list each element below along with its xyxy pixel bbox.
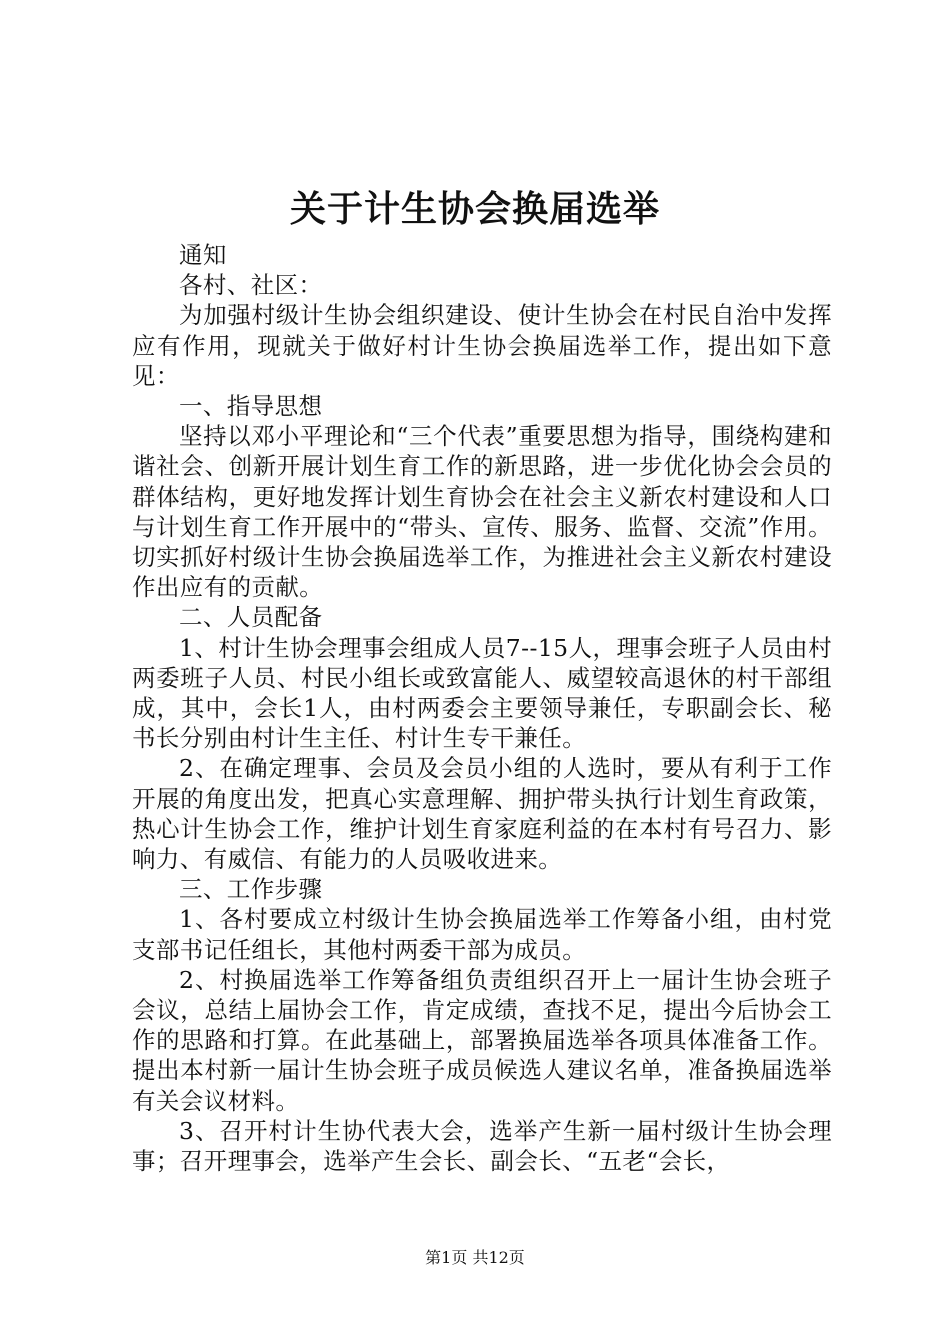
section-heading-guiding-ideology: 一、指导思想	[179, 392, 323, 421]
paragraph-guiding-ideology: 坚持以邓小平理论和“三个代表”重要思想为指导，围绕构建和谐社会、创新开展计划生育工作的新思路，进一步优化协会会员的群体结构，更好地发挥计划生育协会在社会主义新农村建设和人口与计划生育工作开展中的“带头、宣传、服务、监督、交流”作用。切实抓好村级计生协会换届选举工作，为推进社会主义新农村建设作出应有的贡献。	[132, 422, 832, 602]
paragraph-intro: 为加强村级计生协会组织建设、使计生协会在村民自治中发挥应有作用，现就关于做好村计生协会换届选举工作，提出如下意见：	[132, 301, 832, 390]
paragraph-staffing-1: 1、村计生协会理事会组成人员7--15人，理事会班子人员由村两委班子人员、村民小组长或致富能人、威望较高退休的村干部组成，其中，会长1人，由村两委会主要领导兼任，专职副会长、秘书长分别由村计生主任、村计生专干兼任。	[132, 633, 832, 753]
document-body	[132, 240, 832, 1176]
paragraph-step-1: 1、各村要成立村级计生协会换届选举工作筹备小组，由村党支部书记任组长，其他村两委干部为成员。	[132, 905, 832, 964]
section-heading-work-steps: 三、工作步骤	[179, 875, 323, 904]
paragraph-notice: 通知	[179, 241, 227, 269]
paragraph-step-2: 2、村换届选举工作筹备组负责组织召开上一届计生协会班子会议，总结上届协会工作，肯定成绩，查找不足，提出今后协会工作的思路和打算。在此基础上，部署换届选举各项具体准备工作。提出本村新一届计生协会班子成员候选人建议名单，准备换届选举有关会议材料。	[132, 965, 832, 1115]
section-heading-staffing: 二、人员配备	[179, 603, 323, 632]
paragraph-step-3: 3、召开村计生协代表大会，选举产生新一届村级计生协会理事；召开理事会，选举产生会长、副会长、“五老“会长，	[132, 1116, 832, 1176]
paragraph-salutation: 各村、社区：	[179, 271, 323, 300]
page-footer: 第1页 共12页	[425, 1248, 525, 1267]
paragraph-staffing-2: 2、在确定理事、会员及会员小组的人选时，要从有利于工作开展的角度出发，把真心实意理解、拥护带头执行计划生育政策，热心计生协会工作，维护计划生育家庭利益的在本村有号召力、影响力、有威信、有能力的人员吸收进来。	[132, 754, 832, 874]
document-title: 关于计生协会换届选举	[289, 188, 660, 230]
